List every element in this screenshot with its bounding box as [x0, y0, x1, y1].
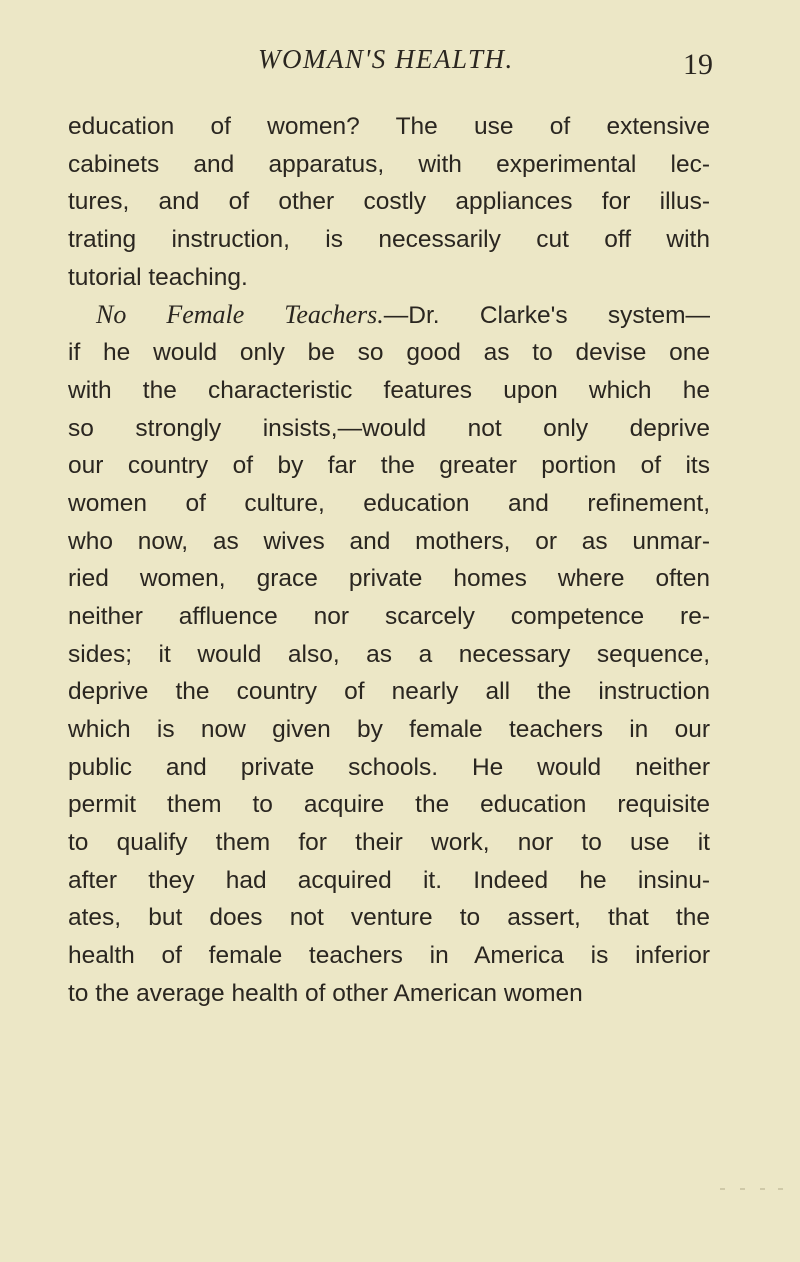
text-line: cabinets and apparatus, with experimental lec- — [68, 150, 710, 178]
section-heading: No Female Teachers. — [96, 300, 384, 330]
text-line: sides; it would also, as a necessary sequence, — [68, 640, 710, 668]
text-line: ates, but does not venture to assert, that the — [68, 904, 710, 932]
speck — [740, 1188, 745, 1190]
text-line-continuation: —Dr. Clarke's system— — [383, 302, 710, 330]
text-line: health of female teachers in America is inferior — [68, 942, 710, 970]
text-line: tutorial teaching. — [68, 263, 248, 291]
text-line: women of culture, education and refinement, — [68, 489, 710, 517]
text-line: our country of by far the greater portion of its — [68, 452, 710, 480]
speck — [760, 1188, 765, 1190]
text-line: ried women, grace private homes where often — [68, 565, 710, 593]
paper-specks — [718, 1180, 798, 1200]
text-line: tures, and of other costly appliances for illus- — [68, 188, 710, 216]
text-line: permit them to acquire the education requisite — [68, 791, 710, 819]
text-line — [68, 296, 710, 334]
text-line: who now, as wives and mothers, or as unmar- — [68, 527, 710, 555]
text-line: which is now given by female teachers in our — [68, 716, 710, 743]
text-line: education of women? The use of extensive — [68, 113, 710, 140]
text-line: deprive the country of nearly all the instruction — [68, 678, 710, 706]
text-line: to qualify them for their work, nor to use it — [68, 829, 710, 857]
body-text — [68, 108, 710, 1013]
text-line: trating instruction, is necessarily cut off with — [68, 226, 710, 254]
text-line: so strongly insists,—would not only deprive — [68, 414, 710, 442]
speck — [778, 1188, 783, 1190]
text-line: to the average health of other American women — [68, 979, 583, 1007]
text-line: after they had acquired it. Indeed he insinu- — [68, 866, 710, 894]
text-line: public and private schools. He would neither — [68, 753, 710, 781]
text-line: neither affluence nor scarcely competence re- — [68, 602, 710, 630]
running-head: WOMAN'S HEALTH. — [258, 44, 514, 74]
page-number: 19 — [683, 48, 713, 81]
text-line: with the characteristic features upon which he — [68, 376, 710, 404]
text-line: if he would only be so good as to devise one — [68, 339, 710, 367]
speck — [720, 1188, 725, 1190]
